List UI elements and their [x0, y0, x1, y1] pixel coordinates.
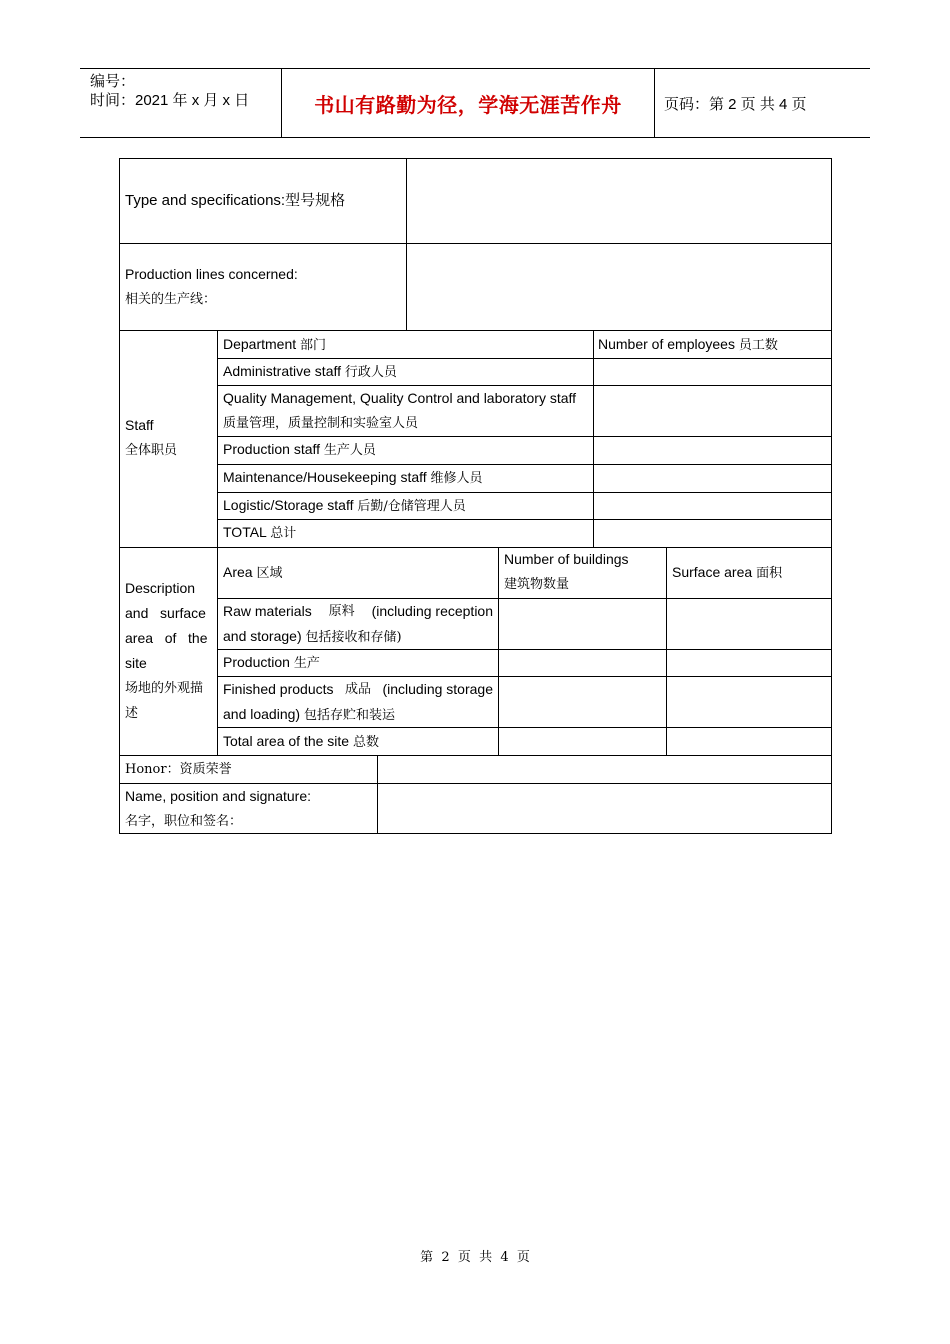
staff-row-label-zh: 行政人员 [344, 365, 397, 380]
header-meta [90, 72, 249, 110]
table-rule [119, 243, 832, 244]
finished-products-line [223, 677, 493, 702]
site-row-raw-materials [223, 599, 493, 650]
table-rule [831, 158, 832, 834]
production-zh: 生产 [293, 656, 320, 671]
site-row-total-area [223, 729, 379, 755]
site-label-line: area of the [125, 630, 208, 646]
site-label-line: site [125, 655, 147, 671]
finished-products-en: Finished products [223, 681, 334, 697]
staff-row-label-zh: 维修人员 [430, 471, 483, 486]
table-rule [119, 755, 832, 756]
staff-row-maintenance [223, 465, 483, 491]
employees-header-en: Number of employees [598, 336, 739, 352]
signature-label-en: Name, position and signature: [125, 788, 311, 804]
buildings-header [504, 547, 629, 597]
staff-row-administrative [223, 359, 397, 385]
table-rule [217, 330, 218, 755]
signature-value[interactable] [381, 786, 829, 832]
table-rule [593, 330, 594, 547]
table-rule [119, 547, 832, 548]
staff-row-label-zh: 后勤/仓储管理人员 [357, 499, 466, 514]
employees-header-zh: 员工数 [738, 338, 778, 353]
site-description-label [125, 576, 213, 726]
raw-materials-line [223, 599, 493, 624]
staff-row-label-en: Logistic/Storage staff [223, 497, 358, 513]
area-header-en: Area [223, 564, 257, 580]
staff-row-quality [223, 386, 576, 436]
staff-row-production [223, 437, 376, 463]
staff-row-label-en: TOTAL [223, 524, 271, 540]
staff-row-label-zh: 质量管理，质量控制和实验室人员 [223, 416, 419, 431]
buildings-header-en: Number of buildings [504, 551, 629, 567]
type-spec-label-en: Type and specifications: [125, 192, 286, 209]
header-motto: 书山有路勤为径，学海无涯苦作舟 [314, 94, 622, 117]
site-label-line: 述 [125, 706, 139, 721]
staff-label [125, 413, 177, 463]
table-rule [377, 755, 378, 833]
type-spec-label [125, 188, 345, 213]
document-number-label: 编号： [90, 73, 136, 90]
honor-label: Honor：资质荣誉 [125, 762, 232, 777]
raw-materials-zh-2: 包括接收和存储) [305, 630, 402, 645]
surface-header-zh: 面积 [756, 566, 783, 581]
table-rule [666, 547, 667, 755]
production-lines-label-en: Production lines concerned: [125, 266, 298, 282]
staff-row-label-en: Quality Management, Quality Control and laboratory staff [223, 390, 577, 406]
table-rule [217, 519, 832, 520]
raw-materials-en: Raw materials [223, 603, 312, 619]
production-lines-value[interactable] [409, 246, 829, 328]
buildings-header-zh: 建筑物数量 [504, 577, 570, 592]
surface-header-en: Surface area [672, 564, 757, 580]
total-area-zh: 总数 [352, 735, 379, 750]
honor-value[interactable] [381, 758, 829, 782]
table-rule [119, 330, 832, 331]
signature-label [125, 784, 311, 834]
type-spec-label-zh: 型号规格 [285, 191, 346, 209]
area-header [223, 560, 282, 586]
header-page-info: 页码：第 2 页 共 4 页 [664, 95, 807, 113]
staff-label-en: Staff [125, 417, 154, 433]
staff-label-zh: 全体职员 [125, 443, 178, 458]
staff-row-total [223, 520, 296, 546]
staff-row-label-zh: 总计 [270, 526, 297, 541]
table-rule [498, 547, 499, 755]
raw-materials-tail: (including reception [371, 603, 493, 619]
department-header [223, 332, 326, 358]
staff-row-label-en: Administrative staff [223, 363, 345, 379]
signature-label-zh: 名字，职位和签名： [125, 814, 243, 829]
type-spec-value[interactable] [409, 160, 829, 242]
table-rule [119, 158, 120, 834]
area-header-zh: 区域 [256, 566, 283, 581]
surface-header [672, 560, 782, 586]
raw-materials-en-2: and storage) [223, 628, 306, 644]
staff-row-label-en: Maintenance/Housekeeping staff [223, 469, 431, 485]
site-label-line: and surface [125, 605, 206, 621]
production-en: Production [223, 654, 294, 670]
total-area-en: Total area of the site [223, 733, 353, 749]
finished-products-zh-2: 包括存贮和装运 [303, 708, 395, 723]
staff-row-logistics [223, 493, 466, 519]
site-label-line: Description [125, 580, 196, 596]
header-divider [654, 69, 655, 137]
table-rule [406, 158, 407, 330]
production-lines-label [125, 262, 298, 312]
staff-row-label-zh: 生产人员 [323, 443, 376, 458]
page-header [80, 68, 870, 138]
page-footer: 第 2 页 共 4 页 [420, 1250, 530, 1265]
site-label-line: 场地的外观描 [125, 681, 204, 696]
finished-products-zh: 成品 [344, 682, 371, 697]
department-header-en: Department [223, 336, 301, 352]
table-rule [119, 158, 832, 159]
department-header-zh: 部门 [300, 338, 327, 353]
finished-products-tail: (including storage [382, 681, 493, 697]
site-row-finished-products [223, 677, 493, 728]
finished-products-en-2: and loading) [223, 706, 304, 722]
employees-header [598, 332, 778, 358]
production-lines-label-zh: 相关的生产线： [125, 292, 217, 307]
site-row-production [223, 650, 320, 676]
raw-materials-zh: 原料 [328, 604, 355, 619]
site-info-form [119, 158, 832, 834]
document-date: 时间：2021 年 x 月 x 日 [90, 92, 250, 109]
staff-row-label-en: Production staff [223, 441, 324, 457]
